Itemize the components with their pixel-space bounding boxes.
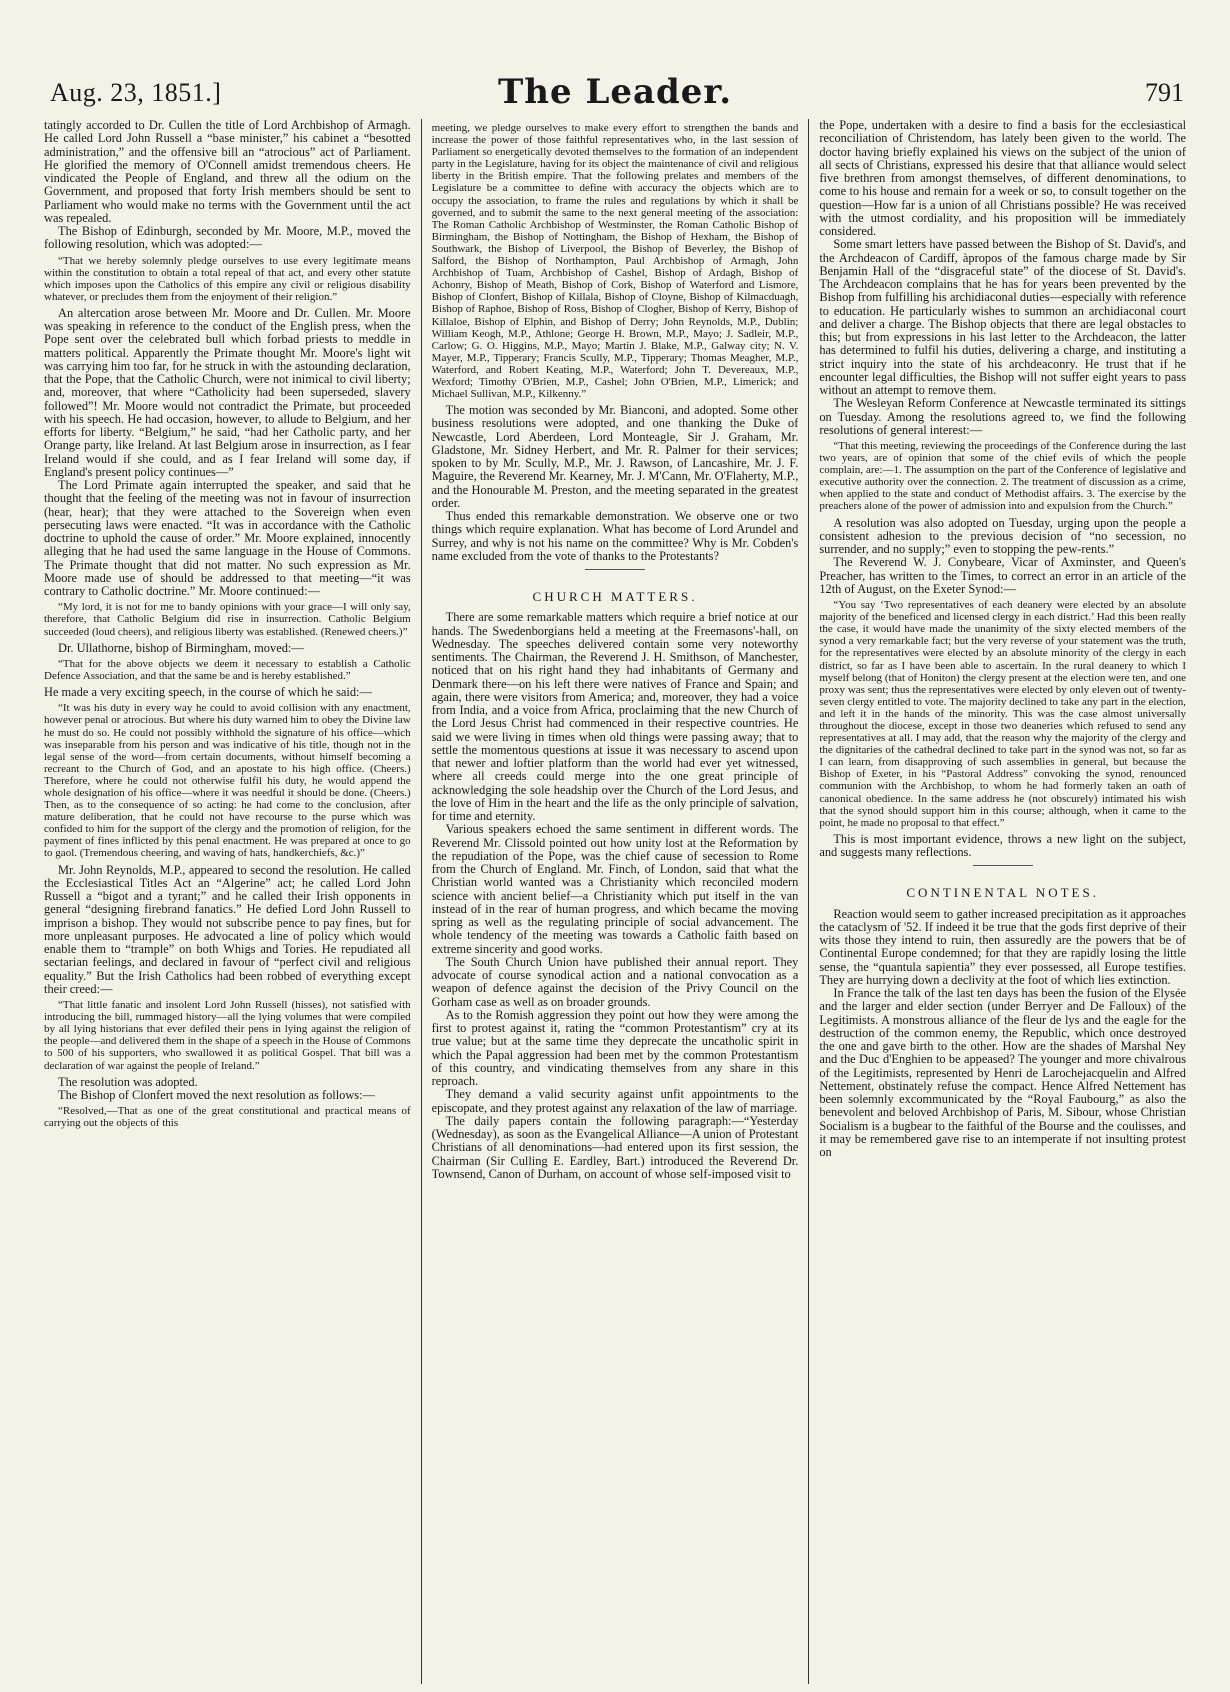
quoted-passage: “My lord, it is not for me to bandy opinions with your grace—I will only say, therefore, that Catholic Belgium did rise in insurrection. Catholic Belgium succeeded (loud cheers), and religious liberty was established. (Renewed cheers.)” bbox=[44, 601, 411, 638]
column-rule bbox=[421, 119, 422, 1684]
section-heading: CHURCH MATTERS. bbox=[532, 589, 698, 605]
paragraph: The daily papers contain the following paragraph:—“Yesterday (Wednesday), as soon as the Evangelical Alliance—A union of Protestant Christians of all denominations—had entered upon its first session, the Chairman (Sir Culling E. Eardley, Bart.) introduced the Reverend Dr. Townsend, Canon of Durham, on account of whose self-imposed visit to bbox=[431, 1113, 799, 1181]
column-3 bbox=[819, 119, 1186, 1684]
column-2 bbox=[432, 119, 799, 1684]
paragraph: The Lord Primate again interrupted the speaker, and said that he thought that the feeling of the meeting was not in favour of insurrection (hear, hear); that they were attached to the Sovereign when even persecuting laws were enacted. “It was in accordance with the Catholic doctrine to uphold the cause of order.” Mr. Moore explained, innocently alleging that he had used the same language in the House of Commons. The Primate thought that did not matter. No such expression as Mr. Moore made use of should be addressed to that meeting—“it was contrary to Catholic doctrine.” Mr. Moore continued:— bbox=[44, 478, 411, 599]
paragraph: Dr. Ullathorne, bishop of Birmingham, moved:— bbox=[58, 640, 304, 655]
paragraph: The resolution was adopted. bbox=[58, 1074, 198, 1089]
paragraph: The Reverend W. J. Conybeare, Vicar of Axminster, and Queen's Preacher, has written to the Times, to correct an error in an article of the 12th of August, on the Exeter Synod:— bbox=[819, 555, 1187, 596]
paragraph: tatingly accorded to Dr. Cullen the title of Lord Archbishop of Armagh. He called Lord John Russell a “base minister,” his cabinet a “besotted administration,” and the offensive bill an “atrocious” act of Parliament. He glorified the memory of O'Connell amidst tremendous cheers. He vindicated the People of England, and threw all the odium on the Government, and proposed that forty Irish members should be sent to Parliament who would make no terms with the Government until the act was repealed. bbox=[44, 119, 411, 225]
issue-date: Aug. 23, 1851.] bbox=[50, 78, 222, 107]
quoted-passage: “That for the above objects we deem it necessary to establish a Catholic Defence Association, and that the same be and is hereby established.” bbox=[44, 657, 411, 682]
quoted-passage: meeting, we pledge ourselves to make every effort to strengthen the bands and increase the power of those faithful representatives who, in the last session of Parliament so energetically devoted themselves to the formation of an independent party in the Legislature, having for its object the maintenance of civil and religious liberty in the British empire. That the following prelates and members of the Legislature be a committee to define with accuracy the objects which are to occupy the association, to frame the rules and regulations by which it shall be governed, and to submit the same to the next general meeting of the association: The Roman Catholic Archbishop of Westminster, the Roman Catholic Bishop of Birmingham, the Bishop of Nottingham, the Bishop of Hexham, the Bishop of Southwark, the Bishop of Liverpool, the Bishop of Beverley, the Bishop of Salford, the Bishop of Northampton, Paul Archbishop of Armagh, John Archbishop of Tuam, Archbishop of Cashel, Bishop of Ardagh, Bishop of Achonry, Bishop of Meath, Bishop of Cork, Bishop of Waterford and Lismore, Bishop of Clonfert, Bishop of Killala, Bishop of Cloyne, Bishop of Kilmacduagh, Bishop of Raphoe, Bishop of Ross, Bishop of Clogher, Bishop of Kerry, Bishop of Killaloe, Bishop of Elphin, and Bishop of Derry; John Reynolds, M.P., Dublin; William Keogh, M.P., Athlone; George H. Brown, M.P., Mayo; J. Sadleir, M.P., Carlow; G. O. Higgins, M.P., Mayo; Martin J. Blake, M.P., Galway city; N. V. Mayer, M.P., Tipperary; Francis Scully, M.P., Tipperary; Thomas Meagher, M.P., Waterford, and Robert Keating, M.P., Waterford; John T. Devereaux, M.P., Wexford; Timothy O'Brien, M.P., Cashel; John O'Brien, M.P., Limerick; and Michael Sullivan, M.P., Kilkenny.” bbox=[431, 122, 799, 401]
heading-rule bbox=[973, 865, 1033, 866]
paragraph: He made a very exciting speech, in the course of which he said:— bbox=[44, 685, 372, 700]
quoted-passage: “It was his duty in every way he could to avoid collision with any enactment, however penal or atrocious. But where his duty warned him to obey the Divine law he must do so. He could not possibly withhold the signature of his office—which was inseparable from his person and was indicative of his title, though not in the legal sense of the word—from certain documents, without himself becoming a recreant to the Church of God, and an apostate to his high office. (Cheers.) Therefore, where he could not otherwise fulfil his duty, he would append the whole designation of his office—where it was needful it should be done. (Cheers.) Then, as to the consequence of so acting: he had come to the conclusion, after mature deliberation, that he could not have recourse to the purse which was confided to him for the support of the clergy and the promotion of religion, for the payment of fines inflicted by this penal enactment. He was prepared at once to go to gaol. (Tremendous cheering, and waving of hats, handkerchiefs, &c.)” bbox=[44, 702, 411, 860]
paragraph: They demand a valid security against unfit appointments to the episcopate, and they protest against any relaxation of the law of marriage. bbox=[431, 1087, 799, 1115]
newspaper-title: The Leader. bbox=[497, 72, 733, 112]
masthead bbox=[38, 72, 1192, 116]
paragraph: The Bishop of Edinburgh, seconded by Mr. Moore, M.P., moved the following resolution, which was adopted:— bbox=[44, 224, 411, 252]
column-rule bbox=[808, 119, 809, 1684]
paragraph: This is most important evidence, throws a new light on the subject, and suggests many reflections. bbox=[819, 831, 1187, 860]
paragraph: The motion was seconded by Mr. Bianconi, and adopted. Some other business resolutions were adopted, and one thanking the Duke of Newcastle, Lord Aberdeen, Lord Monteagle, Sir J. Graham, Mr. Gladstone, Mr. Sidney Herbert, and Mr. R. Palmer for their services; spoken to by Mr. Scully, M.P., Mr. J. Rawson, of Lancashire, Mr. J. F. Maguire, the Reverend Mr. Kearney, Mr. J. M'Cann, Mr. O'Flaherty, M.P., and the Honourable M. Preston, and the meeting separated in the greatest order. bbox=[431, 403, 799, 510]
heading-rule bbox=[585, 569, 645, 570]
paragraph: Some smart letters have passed between the Bishop of St. David's, and the Archdeacon of Cardiff, àpropos of the famous charge made by Sir Benjamin Hall of the “disgraceful state” of the diocese of St. David's. The Archdeacon complains that he has for years been prevented by the Bishop from fulfilling his archidiaconal duties—especially with reference to education. He particularly wishes to summon an archidiaconal court and deliver a charge. The Bishop objects that there are legal obstacles to this; but from expressions in his last letter to the Archdeacon, the latter has determined to fulfil his duties, delivering a charge, and instituting a strict inquiry into the state of his archdeaconry. He trust that if he encounter legal difficulties, the Bishop will not suffer eight years to pass without an attempt to remove them. bbox=[819, 237, 1187, 397]
quoted-passage: “That little fanatic and insolent Lord John Russell (hisses), not satisfied with introducing the bill, rummaged history—all the lying volumes that were compiled by all lying historians that ever defiled their pens in lying against the religion of the people—and delivered them in the shape of a speech in the House of Commons to 500 of his supporters, who swallowed it as political Gospel. That bill was a declaration of war against the people of Ireland.” bbox=[44, 999, 411, 1072]
paragraph: As to the Romish aggression they point out how they were among the first to protest against it, rating the “common Protestantism” cry at its true value; but at the same time they deprecate the uncatholic spirit in which the Papal aggression had been met by the common Protestantism of this country, and vindicating themselves from any share in this reproach. bbox=[431, 1007, 799, 1089]
quoted-passage: “Resolved,—That as one of the great constitutional and practical means of carrying out the objects of this bbox=[44, 1105, 411, 1130]
paragraph: There are some remarkable matters which require a brief notice at our hands. The Swedenborgians held a meeting at the Freemasons'-hall, on Wednesday. The speeches delivered contain some very noteworthy sentiments. The Chairman, the Reverend J. H. Smithson, of Manchester, noticed that on his right hand they had inhabitants of Germany and Denmark there—on his left there were natives of France and Spain; and again, there were visitors from America; and, moreover, they had a voice from India, and a voice from Africa, proclaiming that the new Church of the Lord Jesus Christ had commenced in their respective countries. He said we were living in times when old things were passing away; that to settle the momentous questions at issue it was necessary to ascend upon that newer and loftier platform than the world had ever yet witnessed, where all creeds could merge into the one great principle of acknowledging the sole headship over the Church of the Lord Jesus, and the love of Him in the heart and the life as the only principle of salvation, for time and eternity. bbox=[431, 610, 799, 824]
paragraph: The Bishop of Clonfert moved the next resolution as follows:— bbox=[58, 1087, 375, 1102]
paragraph: An altercation arose between Mr. Moore and Dr. Cullen. Mr. Moore was speaking in reference to the conduct of the English press, when the Pope sent over the celebrated bull which forbad priests to meddle in matters political. Apparently the Primate thought Mr. Moore's light wit was carrying him too far, for he struck in with the astounding declaration, that the Pope, that the Catholic Church, were not inimical to civil liberty; and, moreover, that where “Catholicity had been superseded, slavery followed”! Mr. Moore would not contradict the Primate, but proceeded with his speech. He had occasion, however, to allude to Belgium, and her efforts for liberty. “Belgium,” he said, “had her Catholic party, and her Orange party, like Ireland. At last Belgium arose in insurrection, as I fear Ireland would if she could, and as I fear Ireland will some day, if England's present policy continues—” bbox=[44, 305, 411, 479]
quoted-passage: “You say ‘Two representatives of each deanery were elected by an absolute majority of the beneficed and licensed clergy in each district.’ Had this been really the case, it would have made the unanimity of the sixty elected members of the synod a very remarkable fact; but the very reverse of your statement was the truth, for the representatives were elected by an absolute minority of the clergy in each district, so far as I have been able to ascertain. In the rural deanery to which I myself belong (that of Honiton) the clergy present at the election were ten, and one proxy was sent; thus the representatives were elected by only eleven out of twenty-seven clergy entitled to vote. The majority declined to take any part in the election, and left it in the hands of the minority. This was the case almost universally throughout the diocese, except in those two deaneries which refused to send any representatives at all. I may add, that the reason why the majority of the clergy and the dignitaries of the cathedral declined to take part in the synod was not, so far as I can learn, from disapproving of such assemblies in general, but because the Bishop of Exeter, in his “Pastoral Address” convoking the synod, renounced communion with the Archbishop, to whom he had formerly taken an oath of canonical obedience. In the same address he (not obscurely) intimated his wish that the synod should support him in this course; although, when it came to the point, he made no proposal to that effect.” bbox=[819, 599, 1187, 829]
paragraph: In France the talk of the last ten days has been the fusion of the Elysée and the larger and elder section (under Berryer and De Falloux) of the Legitimists. A monstrous alliance of the fleur de lys and the eagle for the destruction of the common enemy, the Republic, which once destroyed the one and gave birth to the other. How are the shades of Marshal Ney and the Duc d'Enghien to be appeased? The younger and more chivalrous of the Legitimists, represented by Henri de Larochejacquelin and Alfred Nettement, obstinately refuse the compact. Hence Alfred Nettement has been solemnly excommunicated by the “Royal Faubourg,” as also the benevolent and beloved Archbishop of Paris, M. Sibour, whose Christian Socialism is a bugbear to the faithful of the Bourse and the coulisses, and it may be remembered gave rise to an intemperate if not insulting protest on bbox=[819, 986, 1187, 1160]
paragraph: Mr. John Reynolds, M.P., appeared to second the resolution. He called the Ecclesiastical Titles Act an “Algerine” act; he called Lord John Russell a “bigot and a tyrant;” and he called their Irish opponents in general “designing firebrand fanatics.” He defied Lord John Russell to imprison a bishop. They would not subscribe pence to pay fines, but for more unpleasant purposes. He advocated a line of policy which would enable them to “trample” on both Whigs and Tories. He repudiated all sectarian feelings, and declared in favour of “perfect civil and religious equality.” But the Irish Catholics had been robbed of everything except their creed:— bbox=[44, 862, 411, 996]
quoted-passage: “That this meeting, reviewing the proceedings of the Conference during the last two years, are of opinion that some of the chief evils of which the people complain, are:—1. The assumption on the part of the Conference of legislative and executive authority over the connection. 2. The treatment of discussion as a crime, when applied to the state and conduct of Methodist affairs. 3. The exercise by the preachers alone of the power of admission into and expulsion from the Church.” bbox=[819, 440, 1187, 513]
paragraph: Various speakers echoed the same sentiment in different words. The Reverend Mr. Clissold pointed out how unity lost at the Reformation by the repudiation of the Pope, was the chief cause of secession to Rome from the Church of England. Mr. Finch, of London, said that what the Christian world wanted was a Christianity which reconciled modern science with ancient belief—a Christianity which put itself in the van instead of in the rear of human progress, and which became the moving spring as well as the regulating principle of social advancement. The whole tendency of the meeting was towards a Catholic faith based on extreme sincerity and good works. bbox=[431, 822, 799, 956]
paragraph: Thus ended this remarkable demonstration. We observe one or two things which require explanation. What has become of Lord Arundel and Surrey, and why is not his name on the committee? Why is Mr. Cobden's name excluded from the vote of thanks to the Protestants? bbox=[431, 509, 799, 563]
paragraph: The Wesleyan Reform Conference at Newcastle terminated its sittings on Tuesday. Among the resolutions agreed to, we find the following resolutions of general interest:— bbox=[819, 396, 1187, 437]
article-columns bbox=[44, 119, 1186, 1684]
paragraph: A resolution was also adopted on Tuesday, urging upon the people a consistent adhesion to the previous decision of “no secession, no surrender, and no supply;” even to stopping the pew-rents.” bbox=[819, 515, 1187, 557]
paragraph: Reaction would seem to gather increased precipitation as it approaches the cataclysm of '52. If indeed it be true that the gods first deprive of their wits those they intend to ruin, then assuredly are the powers that be of Continental Europe condemned; for that they are rapidly losing the little sense, the “quantula sapientia” they ever possessed, all Europe testifies. They are hurrying down a declivity at the foot of which lies extinction. bbox=[819, 906, 1187, 987]
quoted-passage: “That we hereby solemnly pledge ourselves to use every legitimate means within the constitution to obtain a total repeal of that act, and every other statute which imposes upon the Catholics of this empire any civil or religious disability whatever, or precludes them from the enjoyment of their religion.” bbox=[44, 254, 411, 303]
paragraph: the Pope, undertaken with a desire to find a basis for the ecclesiastical reconciliation of Christendom, has lately been given to the world. The doctor having briefly explained his views on the subject of the union of all sects of Christians, expressed his desire that that alliance would select five brethren from amongst themselves, of different denominations, to come to his house and remain for a week or so, to consult together on the question—How far is a union of all Christians possible? He was received with the utmost cordiality, and his proposition will be immediately considered. bbox=[819, 119, 1187, 238]
section-heading: CONTINENTAL NOTES. bbox=[906, 885, 1099, 901]
column-1 bbox=[44, 119, 411, 1684]
paragraph: The South Church Union have published their annual report. They advocate of course synodical action and a national convocation as a weapon of defence against the decision of the Privy Council on the Gorham case as well as on broader grounds. bbox=[431, 954, 799, 1009]
page-number: 791 bbox=[1145, 78, 1184, 107]
